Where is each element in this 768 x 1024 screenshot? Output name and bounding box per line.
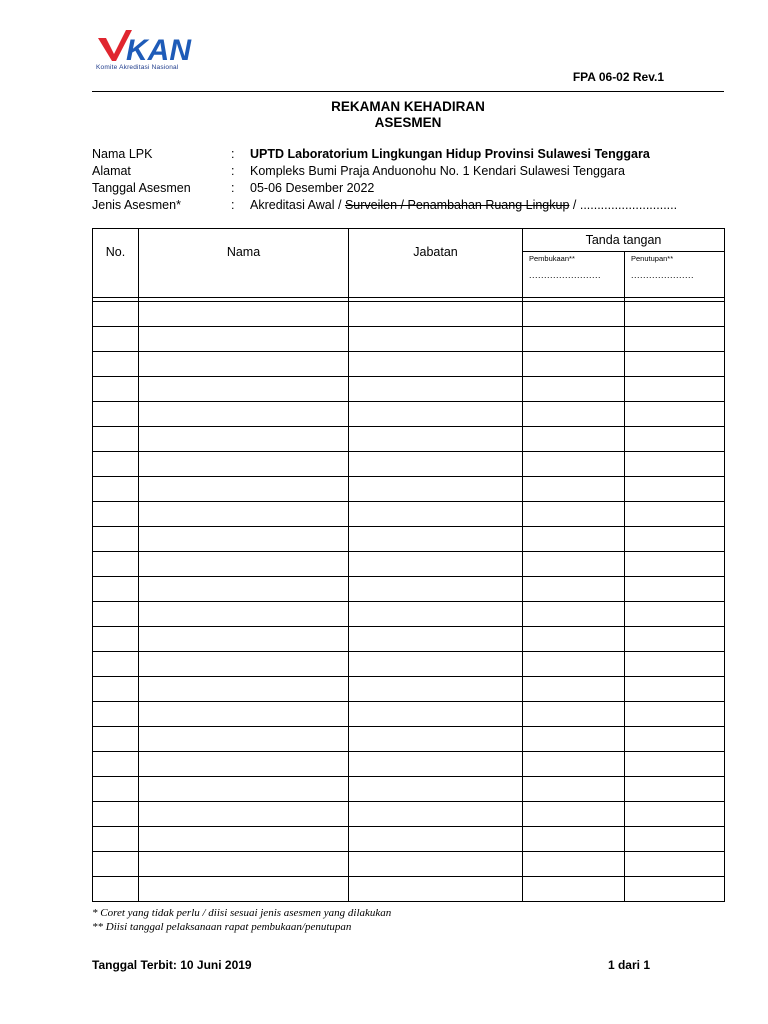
table-row: [93, 452, 725, 477]
cell-jabatan: [349, 502, 523, 527]
info-value: Kompleks Bumi Praja Anduonohu No. 1 Kendari Sulawesi Tenggara: [250, 164, 625, 178]
cell-pembukaan-signature: [523, 802, 625, 827]
info-colon: :: [231, 181, 235, 195]
cell-pembukaan-signature: [523, 877, 625, 902]
svg-text:KAN: KAN: [126, 34, 191, 64]
cell-jabatan: [349, 552, 523, 577]
cell-no: [93, 452, 139, 477]
cell-jabatan: [349, 477, 523, 502]
cell-pembukaan-signature: [523, 627, 625, 652]
pembukaan-date-line: ........................: [529, 270, 602, 280]
cell-penutupan-signature: [625, 702, 725, 727]
cell-no: [93, 727, 139, 752]
cell-nama: [139, 802, 349, 827]
cell-no: [93, 852, 139, 877]
cell-pembukaan-signature: [523, 327, 625, 352]
cell-pembukaan-signature: [523, 827, 625, 852]
cell-no: [93, 302, 139, 327]
cell-pembukaan-signature: [523, 552, 625, 577]
cell-penutupan-signature: [625, 627, 725, 652]
cell-jabatan: [349, 802, 523, 827]
cell-penutupan-signature: [625, 752, 725, 777]
page-number: 1 dari 1: [607, 958, 650, 972]
table-row: [93, 677, 725, 702]
cell-jabatan: [349, 827, 523, 852]
cell-nama: [139, 402, 349, 427]
cell-jabatan: [349, 752, 523, 777]
cell-penutupan-signature: [625, 877, 725, 902]
cell-jabatan: [349, 877, 523, 902]
header-nama: Nama: [139, 229, 349, 298]
cell-no: [93, 427, 139, 452]
cell-penutupan-signature: [625, 577, 725, 602]
cell-penutupan-signature: [625, 302, 725, 327]
penutupan-date-line: .....................: [631, 270, 695, 280]
cell-jabatan: [349, 452, 523, 477]
cell-no: [93, 402, 139, 427]
cell-nama: [139, 327, 349, 352]
cell-nama: [139, 852, 349, 877]
cell-nama: [139, 652, 349, 677]
cell-jabatan: [349, 652, 523, 677]
cell-nama: [139, 627, 349, 652]
cell-jabatan: [349, 777, 523, 802]
table-row: [93, 527, 725, 552]
kan-logo: [96, 28, 206, 74]
info-label: Jenis Asesmen*: [92, 198, 181, 212]
table-row: [93, 652, 725, 677]
cell-penutupan-signature: [625, 327, 725, 352]
cell-no: [93, 652, 139, 677]
table-row: [93, 577, 725, 602]
info-colon: :: [231, 198, 235, 212]
cell-jabatan: [349, 527, 523, 552]
cell-nama: [139, 877, 349, 902]
cell-nama: [139, 477, 349, 502]
table-row: [93, 802, 725, 827]
cell-pembukaan-signature: [523, 352, 625, 377]
cell-nama: [139, 302, 349, 327]
cell-pembukaan-signature: [523, 777, 625, 802]
cell-penutupan-signature: [625, 452, 725, 477]
cell-penutupan-signature: [625, 652, 725, 677]
cell-no: [93, 352, 139, 377]
cell-jabatan: [349, 677, 523, 702]
cell-penutupan-signature: [625, 827, 725, 852]
kan-logo-mark: [96, 28, 206, 64]
cell-jabatan: [349, 852, 523, 877]
penutupan-label: Penutupan**: [631, 254, 674, 263]
cell-no: [93, 502, 139, 527]
cell-nama: [139, 552, 349, 577]
cell-nama: [139, 752, 349, 777]
cell-penutupan-signature: [625, 802, 725, 827]
info-label: Tanggal Asesmen: [92, 181, 191, 195]
cell-penutupan-signature: [625, 402, 725, 427]
cell-pembukaan-signature: [523, 377, 625, 402]
table-row: [93, 502, 725, 527]
table-row: [93, 377, 725, 402]
cell-no: [93, 627, 139, 652]
title-line-2: ASESMEN: [374, 115, 442, 130]
table-row: [93, 727, 725, 752]
cell-no: [93, 752, 139, 777]
attendance-table-wrap: [92, 228, 725, 902]
jenis-option-other: / ............................: [569, 198, 678, 212]
cell-jabatan: [349, 377, 523, 402]
cell-nama: [139, 777, 349, 802]
title-line-1: REKAMAN KEHADIRAN: [331, 99, 485, 114]
cell-no: [93, 552, 139, 577]
table-row: [93, 477, 725, 502]
footnote-2: ** Diisi tanggal pelaksanaan rapat pembukaan/penutupan: [92, 921, 352, 933]
cell-nama: [139, 577, 349, 602]
footnotes: [92, 906, 391, 934]
table-row: [93, 827, 725, 852]
document-number: FPA 06-02 Rev.1: [572, 70, 664, 84]
cell-no: [93, 702, 139, 727]
header-jabatan: Jabatan: [349, 229, 523, 298]
attendance-table: [92, 228, 725, 902]
cell-no: [93, 602, 139, 627]
cell-jabatan: [349, 302, 523, 327]
cell-jabatan: [349, 577, 523, 602]
cell-nama: [139, 352, 349, 377]
cell-nama: [139, 377, 349, 402]
issue-date: Tanggal Terbit: 10 Juni 2019: [92, 958, 252, 972]
cell-nama: [139, 452, 349, 477]
cell-nama: [139, 702, 349, 727]
pembukaan-label: Pembukaan**: [529, 254, 575, 263]
table-row: [93, 852, 725, 877]
cell-jabatan: [349, 327, 523, 352]
info-label: Alamat: [92, 164, 131, 178]
cell-nama: [139, 677, 349, 702]
cell-penutupan-signature: [625, 777, 725, 802]
cell-jabatan: [349, 702, 523, 727]
cell-penutupan-signature: [625, 852, 725, 877]
cell-penutupan-signature: [625, 427, 725, 452]
cell-pembukaan-signature: [523, 852, 625, 877]
cell-pembukaan-signature: [523, 602, 625, 627]
header-pembukaan: [523, 252, 625, 298]
cell-no: [93, 677, 139, 702]
cell-penutupan-signature: [625, 527, 725, 552]
info-colon: :: [231, 164, 235, 178]
table-row: [93, 602, 725, 627]
header-penutupan: [625, 252, 725, 298]
cell-pembukaan-signature: [523, 477, 625, 502]
footnote-1: * Coret yang tidak perlu / diisi sesuai jenis asesmen yang dilakukan: [92, 907, 392, 919]
cell-nama: [139, 827, 349, 852]
cell-pembukaan-signature: [523, 752, 625, 777]
cell-penutupan-signature: [625, 552, 725, 577]
cell-no: [93, 802, 139, 827]
table-row: [93, 327, 725, 352]
cell-pembukaan-signature: [523, 652, 625, 677]
document-title: [92, 99, 724, 131]
header-tanda-tangan: Tanda tangan: [523, 229, 725, 252]
cell-penutupan-signature: [625, 727, 725, 752]
cell-penutupan-signature: [625, 677, 725, 702]
cell-pembukaan-signature: [523, 302, 625, 327]
table-row: [93, 302, 725, 327]
cell-nama: [139, 727, 349, 752]
cell-no: [93, 577, 139, 602]
header-no: No.: [93, 229, 139, 298]
cell-no: [93, 377, 139, 402]
cell-pembukaan-signature: [523, 702, 625, 727]
cell-nama: [139, 502, 349, 527]
info-value: [250, 197, 677, 214]
cell-pembukaan-signature: [523, 577, 625, 602]
table-row: [93, 552, 725, 577]
cell-no: [93, 477, 139, 502]
cell-pembukaan-signature: [523, 727, 625, 752]
table-row: [93, 627, 725, 652]
table-row: [93, 752, 725, 777]
cell-nama: [139, 602, 349, 627]
cell-no: [93, 777, 139, 802]
cell-no: [93, 877, 139, 902]
cell-pembukaan-signature: [523, 502, 625, 527]
cell-no: [93, 527, 139, 552]
table-row: [93, 877, 725, 902]
table-row: [93, 352, 725, 377]
cell-pembukaan-signature: [523, 402, 625, 427]
cell-pembukaan-signature: [523, 527, 625, 552]
cell-penutupan-signature: [625, 377, 725, 402]
cell-no: [93, 827, 139, 852]
cell-jabatan: [349, 352, 523, 377]
cell-penutupan-signature: [625, 352, 725, 377]
cell-no: [93, 327, 139, 352]
table-row: [93, 427, 725, 452]
cell-pembukaan-signature: [523, 427, 625, 452]
cell-jabatan: [349, 427, 523, 452]
cell-jabatan: [349, 627, 523, 652]
info-value: 05-06 Desember 2022: [250, 181, 375, 195]
table-row: [93, 702, 725, 727]
cell-nama: [139, 527, 349, 552]
cell-jabatan: [349, 727, 523, 752]
jenis-option-struck: Surveilen / Penambahan Ruang Lingkup: [344, 198, 570, 212]
cell-nama: [139, 427, 349, 452]
cell-pembukaan-signature: [523, 677, 625, 702]
cell-penutupan-signature: [625, 502, 725, 527]
table-row: [93, 402, 725, 427]
info-colon: :: [231, 147, 235, 161]
table-header-row: [93, 229, 725, 252]
info-value: UPTD Laboratorium Lingkungan Hidup Provinsi Sulawesi Tenggara: [250, 147, 650, 161]
info-label: Nama LPK: [92, 147, 153, 161]
jenis-option-active: Akreditasi Awal /: [250, 198, 345, 212]
cell-penutupan-signature: [625, 477, 725, 502]
header-divider: [92, 91, 724, 92]
cell-jabatan: [349, 402, 523, 427]
cell-jabatan: [349, 602, 523, 627]
logo-subtitle: Komite Akreditasi Nasional: [96, 64, 179, 71]
table-row: [93, 777, 725, 802]
cell-pembukaan-signature: [523, 452, 625, 477]
cell-penutupan-signature: [625, 602, 725, 627]
